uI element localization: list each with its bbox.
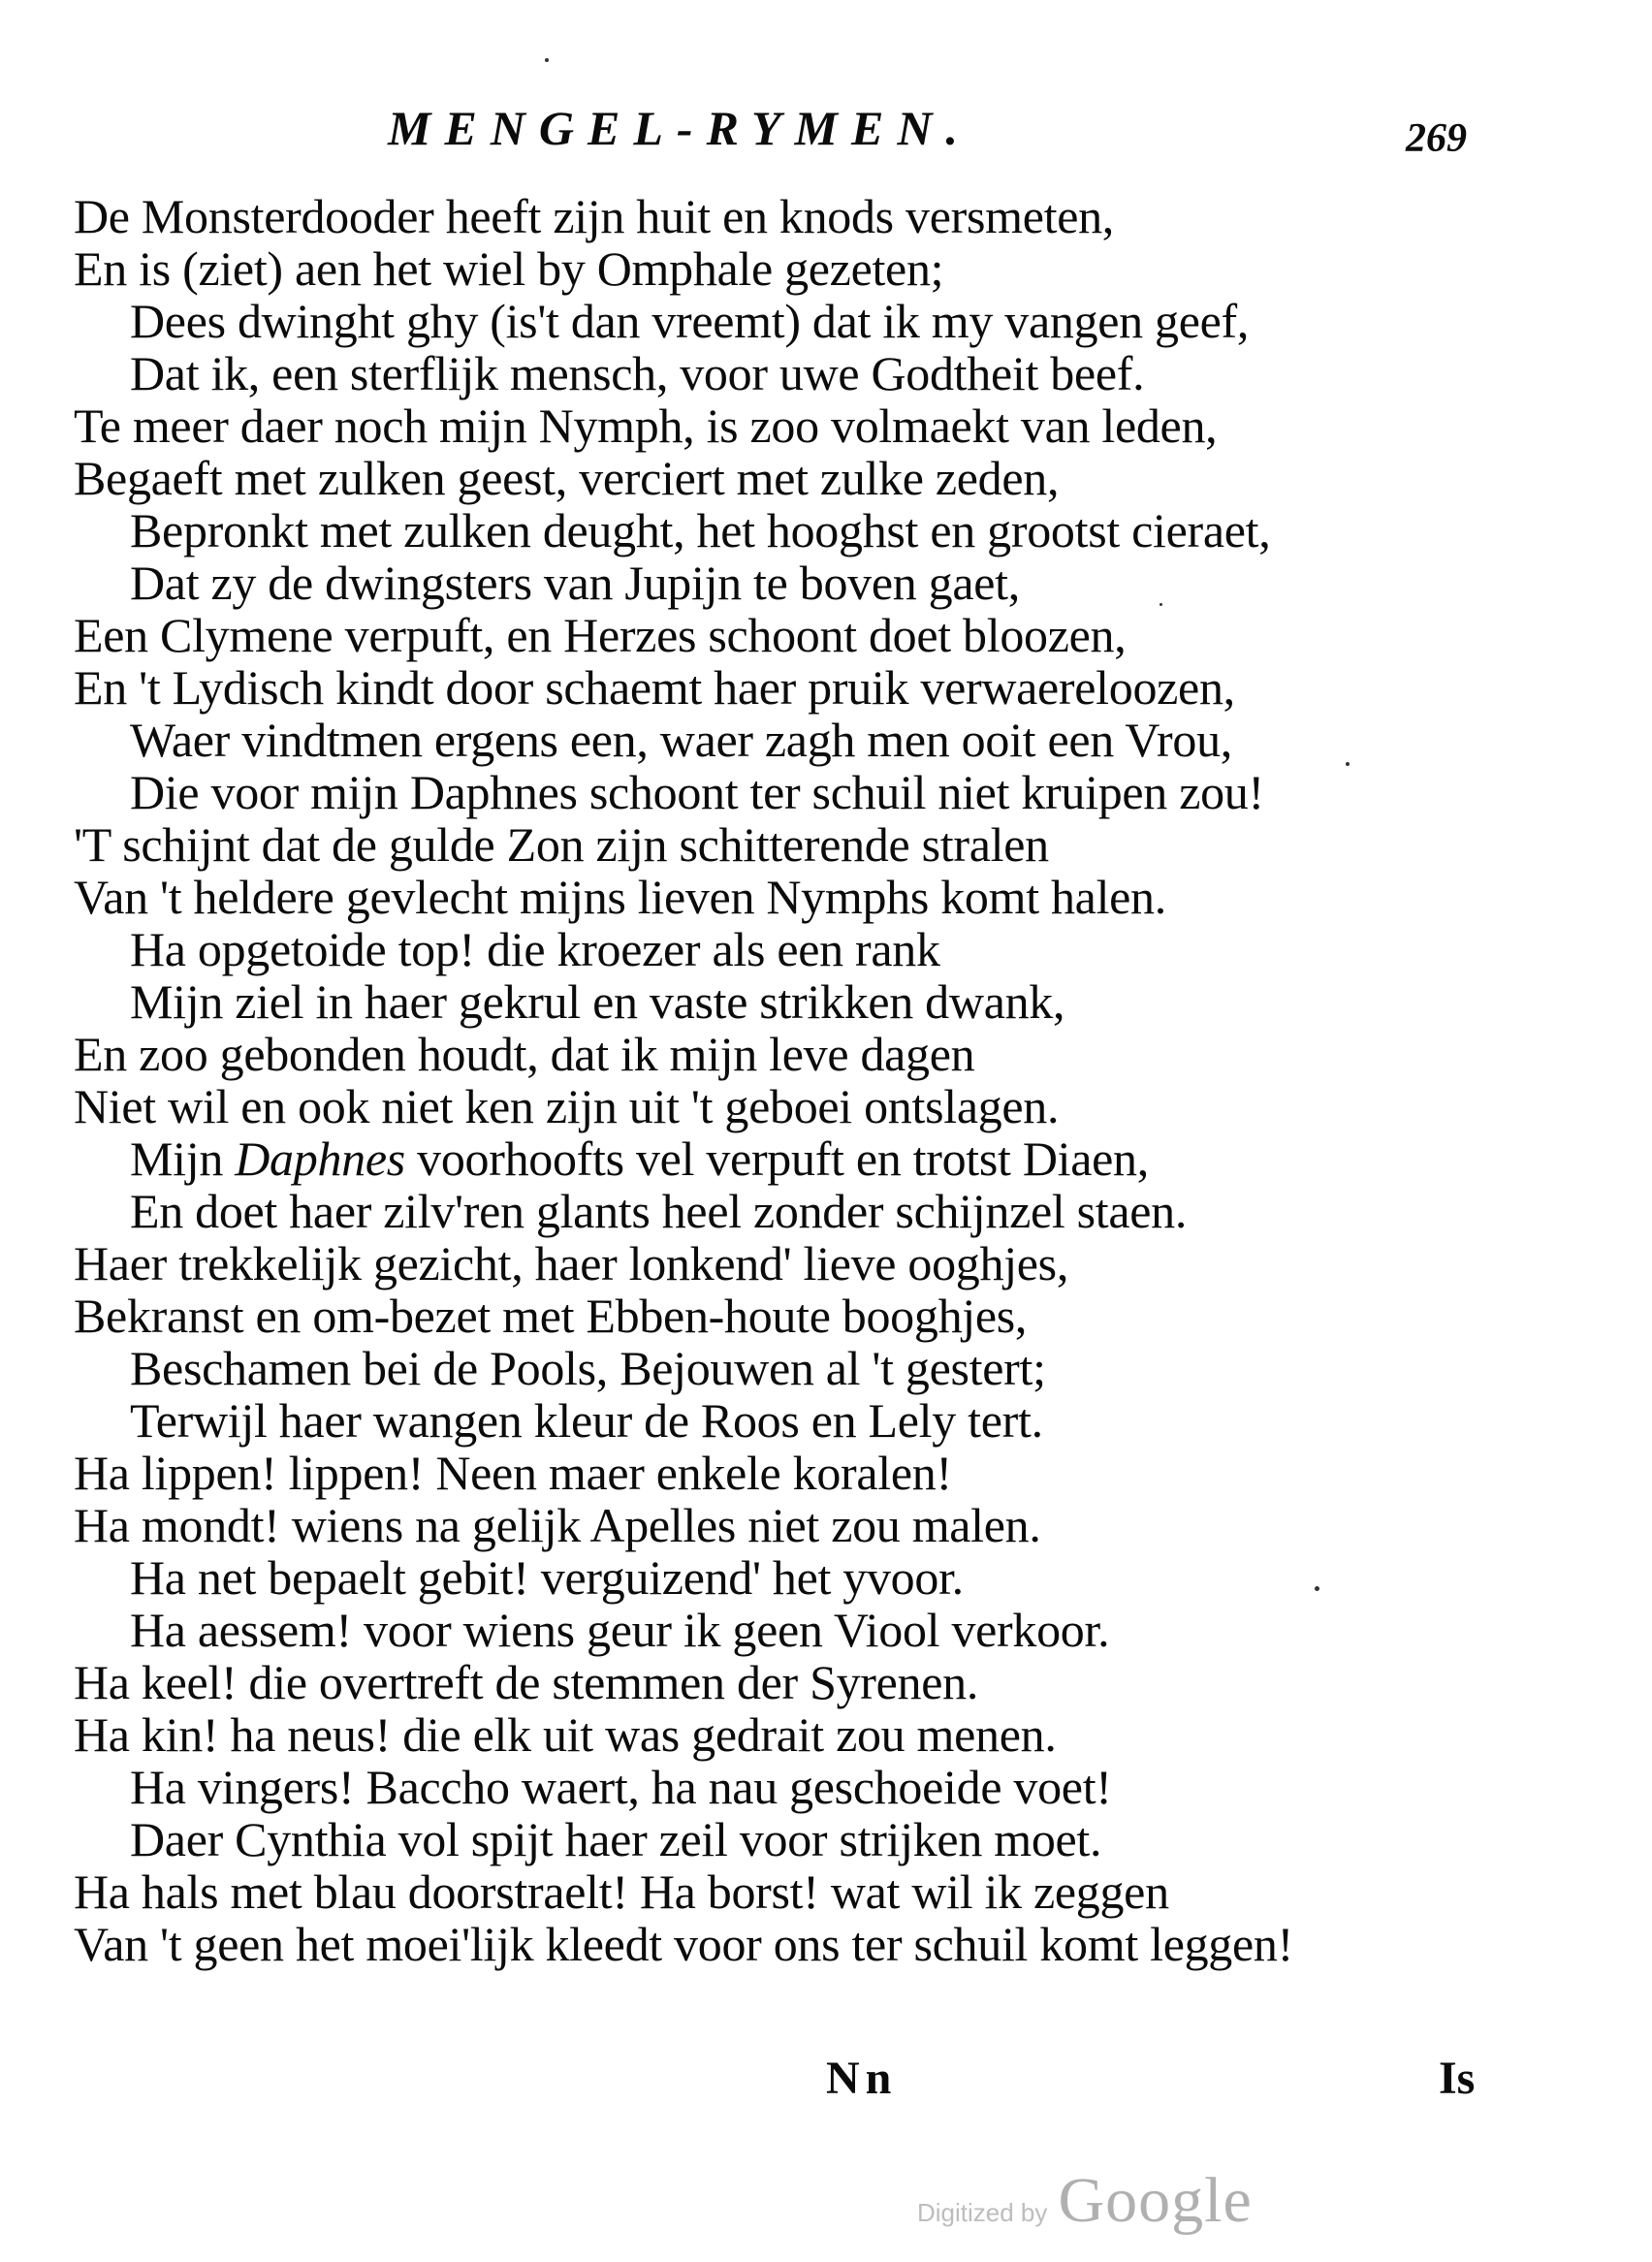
poem-line: Dat ik, een sterflijk mensch, voor uwe Godtheit beef. <box>130 346 1145 400</box>
ink-speck <box>1315 1586 1319 1591</box>
poem-line: Niet wil en ook niet ken zijn uit 't geboei ontslagen. <box>74 1079 1060 1133</box>
poem-line: Ha net bepaelt gebit! verguizend' het yvoor. <box>130 1550 964 1605</box>
digitized-by-text: Digitized by <box>917 2198 1048 2227</box>
italic-name: Daphnes <box>235 1131 405 1186</box>
poem-line: Ha aessem! voor wiens geur ik geen Viool verkoor. <box>130 1603 1110 1657</box>
poem-line: 'T schijnt dat de gulde Zon zijn schitterende stralen <box>74 817 1049 872</box>
poem-line: Dees dwinght ghy (is't dan vreemt) dat ik my vangen geef, <box>130 294 1250 348</box>
poem-line: Begaeft met zulken geest, verciert met zulke zeden, <box>74 451 1060 505</box>
poem-text: Mijn <box>130 1131 236 1186</box>
poem-line: Ha hals met blau doorstraelt! Ha borst! wat wil ik zeggen <box>74 1864 1169 1919</box>
poem-line: Van 't heldere gevlecht mijns lieven Nymphs komt halen. <box>74 870 1166 924</box>
poem-line: De Monsterdooder heeft zijn huit en knods versmeten, <box>74 189 1114 243</box>
poem-text: voorhoofts vel verpuft en trotst Diaen, <box>404 1131 1149 1186</box>
poem-line: En doet haer zilv'ren glants heel zonder schijnzel staen. <box>130 1184 1188 1238</box>
poem-line: Die voor mijn Daphnes schoont ter schuil niet kruipen zou! <box>130 765 1264 819</box>
poem-line: Beschamen bei de Pools, Bejouwen al 't gestert; <box>130 1341 1046 1395</box>
poem-line: Terwijl haer wangen kleur de Roos en Lely tert. <box>130 1393 1043 1448</box>
poem-line: En is (ziet) aen het wiel by Omphale gezeten; <box>74 241 944 296</box>
catchword: Is <box>1439 2053 1476 2104</box>
digitized-watermark <box>917 2164 1253 2242</box>
poem-line: En zoo gebonden houdt, dat ik mijn leve dagen <box>74 1027 975 1081</box>
ink-speck <box>545 58 549 62</box>
google-wordmark: Google <box>1058 2165 1253 2236</box>
poem-line: Ha kin! ha neus! die elk uit was gedrait zou menen. <box>74 1707 1057 1762</box>
poem-line: Bepronkt met zulken deught, het hooghst en grootst cieraet, <box>130 503 1271 558</box>
poem-line: Ha mondt! wiens na gelijk Apelles niet zou malen. <box>74 1498 1041 1552</box>
poem-line: Bekranst en om-bezet met Ebben-houte booghjes, <box>74 1289 1028 1343</box>
poem-line: Ha opgetoide top! die kroezer als een rank <box>130 922 940 976</box>
poem-body <box>74 190 1586 1970</box>
poem-line: Mijn ziel in haer gekrul en vaste strikken dwank, <box>130 974 1065 1029</box>
ink-speck <box>1346 762 1350 766</box>
page-number: 269 <box>1406 116 1467 161</box>
signature-mark: Nn <box>826 2053 898 2104</box>
poem-line: Dat zy de dwingsters van Jupijn te boven gaet, <box>130 556 1020 610</box>
poem-line: Ha lippen! lippen! Neen maer enkele koralen! <box>74 1446 952 1500</box>
poem-line: Te meer daer noch mijn Nymph, is zoo volmaekt van leden, <box>74 398 1218 453</box>
poem-line <box>74 1132 1586 1185</box>
poem-line: Een Clymene verpuft, en Herzes schoont doet bloozen, <box>74 608 1127 662</box>
ink-speck <box>1160 603 1162 606</box>
running-head: MENGEL-RYMEN. <box>388 101 971 155</box>
poem-line: Van 't geen het moei'lijk kleedt voor ons ter schuil komt leggen! <box>74 1917 1293 1971</box>
poem-line: Ha keel! die overtreft de stemmen der Syrenen. <box>74 1655 979 1709</box>
page-footer <box>0 2052 1652 2110</box>
poem-line: En 't Lydisch kindt door schaemt haer pruik verwaereloozen, <box>74 660 1235 715</box>
poem-line: Ha vingers! Baccho waert, ha nau geschoeide voet! <box>130 1760 1112 1814</box>
poem-line: Waer vindtmen ergens een, waer zagh men ooit een Vrou, <box>130 713 1232 767</box>
poem-line: Daer Cynthia vol spijt haer zeil voor strijken moet. <box>130 1812 1102 1866</box>
poem-line: Haer trekkelijk gezicht, haer lonkend' lieve ooghjes, <box>74 1236 1069 1290</box>
